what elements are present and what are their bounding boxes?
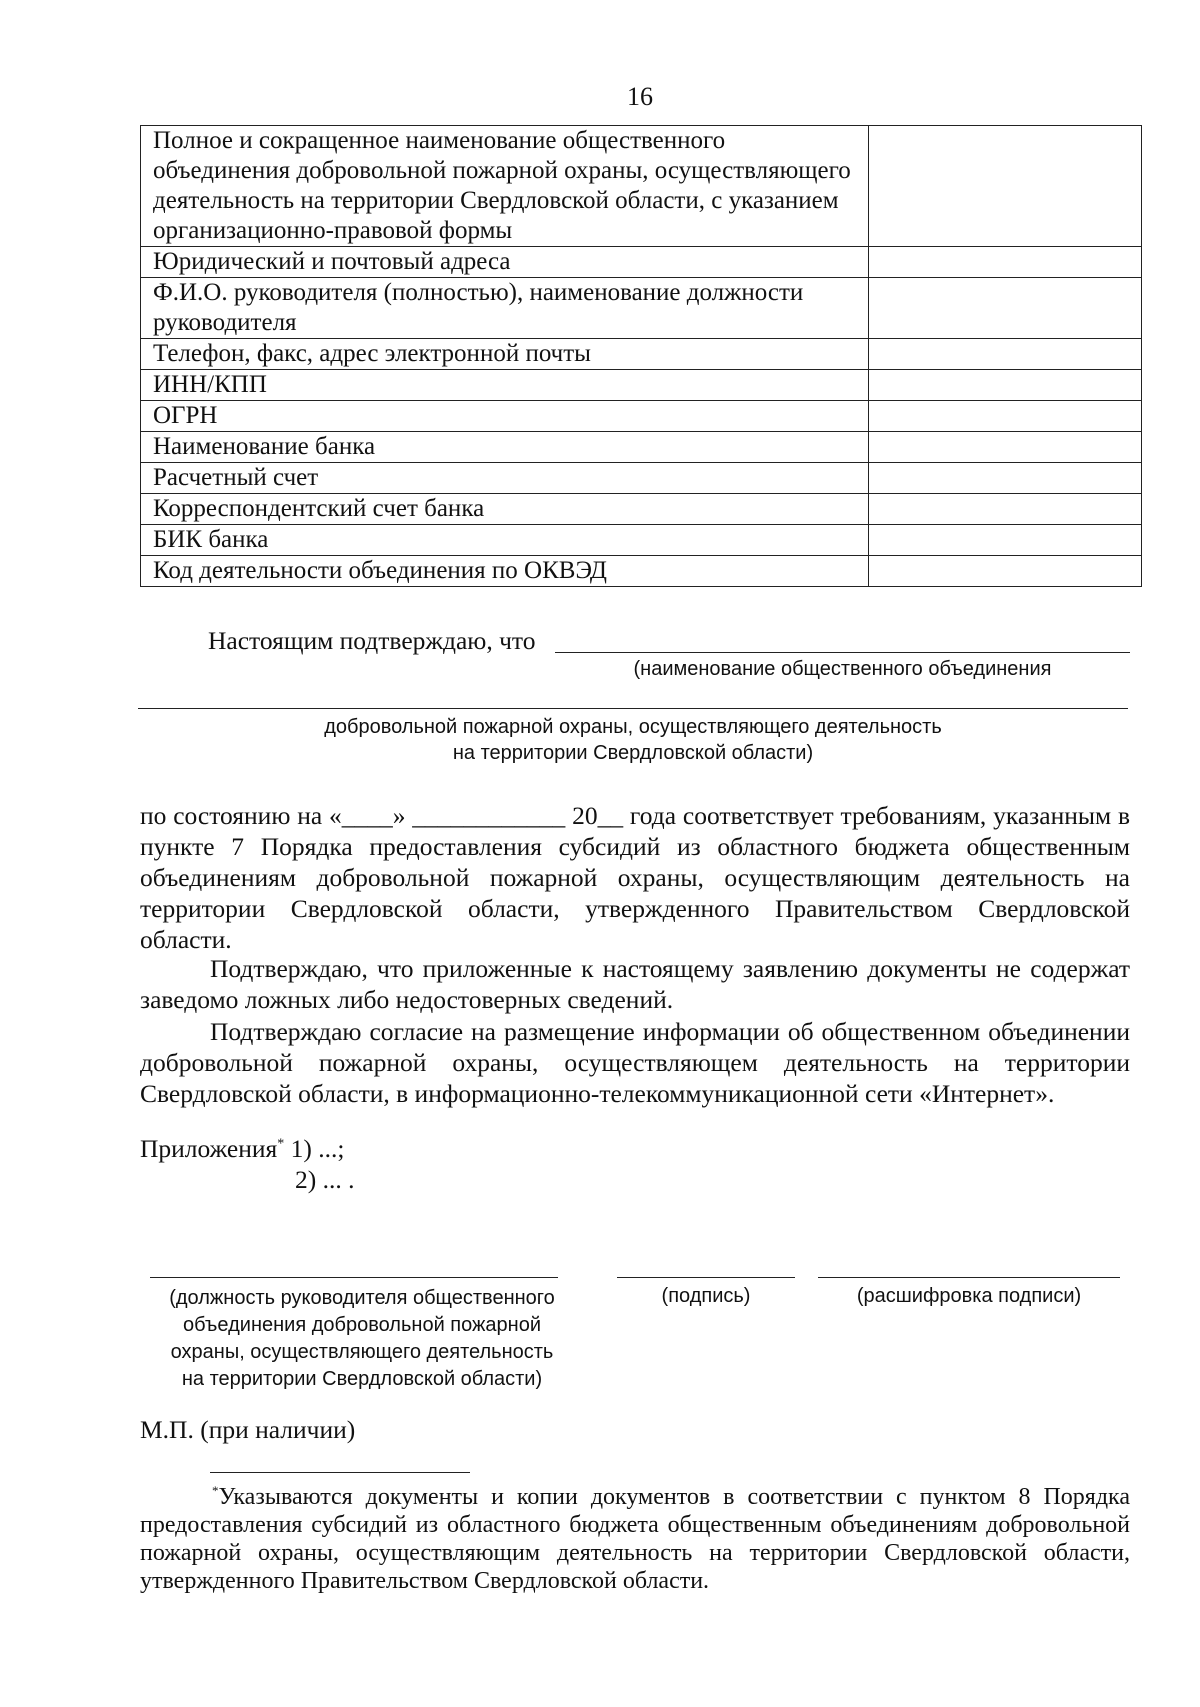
position-hint-line: на территории Свердловской области) [181, 1368, 543, 1390]
footnote-separator [210, 1472, 470, 1473]
table-row-label: Наименование банка [141, 432, 869, 463]
table-row [141, 556, 1142, 587]
table-row-value[interactable] [868, 494, 1141, 525]
organization-info-table [140, 125, 1142, 587]
table-row-label: БИК банка [141, 525, 869, 556]
table-row [141, 370, 1142, 401]
footnote-text: Указываются документы и копии документов в соответствии с пунктом 8 Порядка предоставления субсидий из областного бюджета общественным объединениям добровольной пожарной охраны, осуществляющим деятельность на территории Свердловской области, утвержденного Правительством Свердловской области. [140, 1484, 1130, 1594]
table-row-label: Телефон, факс, адрес электронной почты [141, 339, 869, 370]
footnote [140, 1477, 1130, 1595]
position-hint-line: (должность руководителя общественного [169, 1287, 555, 1309]
table-row-value[interactable] [868, 525, 1141, 556]
table-row [141, 126, 1142, 247]
table-row-value[interactable] [868, 401, 1141, 432]
documents-paragraph: Подтверждаю, что приложенные к настоящему заявлению документы не содержат заведомо ложных либо недостоверных сведений. [140, 954, 1130, 1014]
attachments [140, 1134, 344, 1164]
table-row-value[interactable] [868, 247, 1141, 278]
status-paragraph: по состоянию на «____» ____________ 20__ года соответствует требованиям, указанным в пункте 7 Порядка предоставления субсидий из областного бюджета общественным объединениям добровольной пожарной охраны, осуществляющим деятельность на территории Свердловской области, утвержденного Правительством Свердловской области. [140, 801, 1130, 954]
table-row [141, 278, 1142, 339]
table-row [141, 339, 1142, 370]
table-row-label: Код деятельности объединения по ОКВЭД [141, 556, 869, 587]
position-field[interactable] [150, 1277, 558, 1278]
consent-paragraph: Подтверждаю согласие на размещение информации об общественном объединении добровольной пожарной охраны, осуществляющем деятельность на территории Свердловской области, в информационно-телекоммуникационной сети «Интернет». [140, 1017, 1130, 1108]
table-row [141, 494, 1142, 525]
attachment-item-2: 2) ... . [295, 1165, 355, 1194]
table-row [141, 401, 1142, 432]
position-hint [150, 1285, 574, 1393]
signature-decoding-hint: (расшифровка подписи) [856, 1285, 1082, 1307]
table-row [141, 247, 1142, 278]
signature-decoding-field[interactable] [818, 1277, 1120, 1278]
table-row-value[interactable] [868, 432, 1141, 463]
position-hint-line: охраны, осуществляющего деятельность [170, 1341, 554, 1363]
table-row-value[interactable] [868, 463, 1141, 494]
table-row-label: ОГРН [141, 401, 869, 432]
table-row [141, 463, 1142, 494]
attachment-item-1: 1) ...; [290, 1134, 345, 1163]
table-row-value[interactable] [868, 370, 1141, 401]
organization-name-hint-1: (наименование общественного объединения [633, 658, 1052, 680]
organization-name-hint-3: на территории Свердловской области) [452, 742, 814, 764]
table-row-label: Полное и сокращенное наименование общественного объединения добровольной пожарной охраны, осуществляющего деятельность на территории Свердловской области, с указанием организационно-правовой формы [141, 126, 869, 247]
table-row-value[interactable] [868, 278, 1141, 339]
table-row-value[interactable] [868, 126, 1141, 247]
table-row-label: Расчетный счет [141, 463, 869, 494]
attachments-footnote-marker: * [277, 1136, 285, 1152]
attachments-label: Приложения [140, 1134, 278, 1163]
position-hint-line: объединения добровольной пожарной [183, 1314, 541, 1336]
table-row-label: ИНН/КПП [141, 370, 869, 401]
signature-field[interactable] [617, 1277, 795, 1278]
stamp-label: М.П. (при наличии) [140, 1415, 356, 1444]
organization-name-hint-2: добровольной пожарной охраны, осуществляющего деятельность [324, 716, 942, 738]
table-row [141, 432, 1142, 463]
table-row [141, 525, 1142, 556]
table-row-value[interactable] [868, 556, 1141, 587]
footnote-marker: * [212, 1483, 219, 1498]
table-row-label: Юридический и почтовый адреса [141, 247, 869, 278]
signature-hint: (подпись) [661, 1285, 751, 1307]
page-number: 16 [627, 82, 653, 111]
table-row-value[interactable] [868, 339, 1141, 370]
confirm-lead: Настоящим подтверждаю, что [208, 626, 536, 655]
organization-name-field-continued[interactable] [138, 708, 1128, 709]
table-row-label: Ф.И.О. руководителя (полностью), наименование должности руководителя [141, 278, 869, 339]
organization-name-field[interactable] [555, 652, 1130, 653]
table-row-label: Корреспондентский счет банка [141, 494, 869, 525]
